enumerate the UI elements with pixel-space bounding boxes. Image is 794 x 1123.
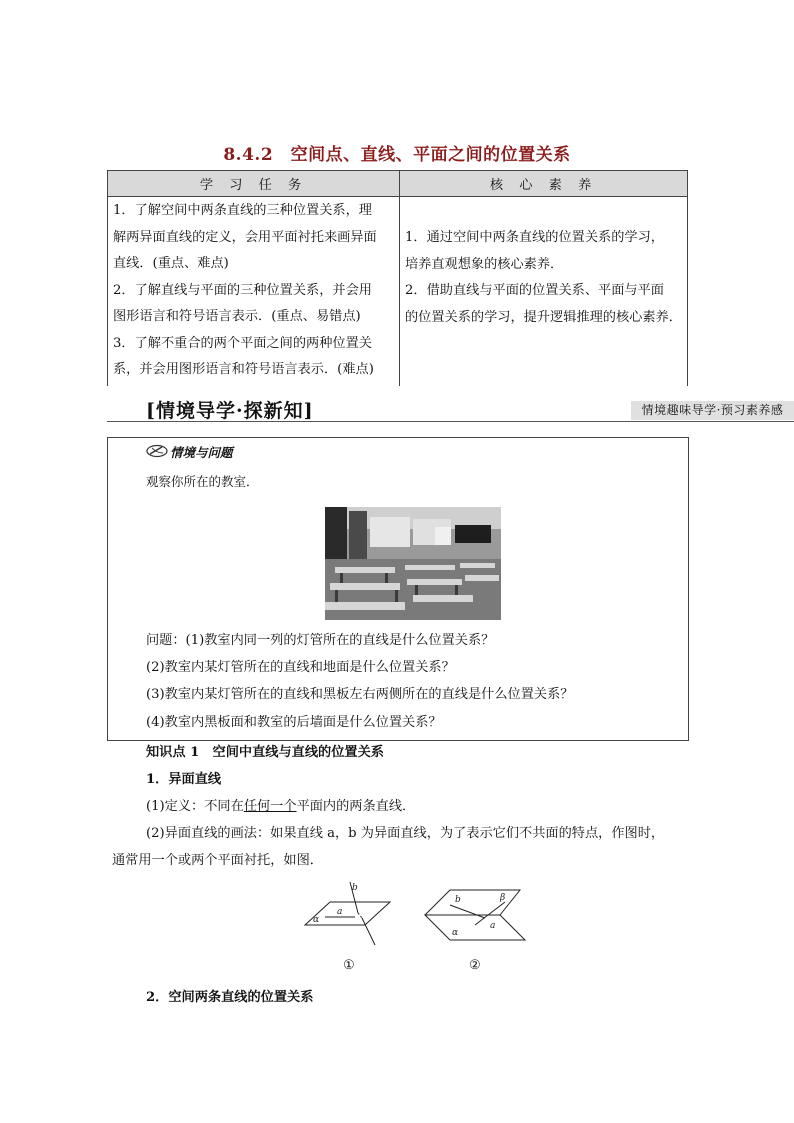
literacy-line: 1．通过空间中两条直线的位置关系的学习， [405,230,664,245]
definition-prefix: (1)定义：不同在 [146,799,244,814]
knowledge-point-label: 知识点 1 空间中直线与直线的位置关系 [146,745,384,760]
figure-2 [425,890,525,940]
task-line: 系，并会用图形语言和符号语言表示．(难点) [113,362,374,377]
definition-suffix: 平面内的两条直线． [296,799,416,814]
item-skew-lines: 1．异面直线 [146,772,222,787]
fig2-label-beta: β [500,893,506,903]
table-header-tasks: 学 习 任 务 [108,171,400,197]
question-4: (4)教室内黑板面和教室的后墙面是什么位置关系？ [146,715,442,730]
tasks-cell [108,197,400,386]
drawing-method-line-2: 通常用一个或两个平面衬托，如图． [112,853,323,868]
fig2-label-b: b [455,895,461,905]
definition-line [146,795,415,814]
figure-1-caption: ① [343,958,355,973]
fig2-label-alpha: α [452,928,459,938]
literacy-cell [400,197,688,386]
page-title: 8.4.2 空间点、直线、平面之间的位置关系 [223,145,571,165]
figure-1 [305,882,390,945]
item-spatial-line-relations: 2．空间两条直线的位置关系 [146,990,314,1005]
learning-goals-table [107,170,688,386]
literacy-line: 的位置关系的学习，提升逻辑推理的核心素养． [405,309,682,325]
task-line: 1．了解空间中两条直线的三种位置关系，理 [113,203,372,218]
section-banner-title: [情境导学·探新知] [146,400,314,422]
classroom-photo [325,507,501,620]
scenario-heading: 情境与问题 [170,445,233,460]
literacy-line: 培养直观想象的核心素养． [405,256,564,272]
scenario-intro: 观察你所在的教室． [146,474,259,489]
question-1: 问题：(1)教室内同一列的灯管所在的直线是什么位置关系？ [146,633,495,648]
definition-underlined: 任何一个 [243,799,297,814]
fig1-label-b: b [352,883,358,893]
task-line: 图形语言和符号语言表示．(重点、易错点) [113,309,361,324]
drawing-method-line-1: (2)异面直线的画法：如果直线 a，b 为异面直线，为了表示它们不共面的特点，作图时， [146,826,665,841]
question-3: (3)教室内某灯管所在的直线和黑板左右两侧所在的直线是什么位置关系？ [146,687,574,702]
fig2-label-a: a [490,921,496,931]
fig1-label-alpha: α [313,915,320,925]
skew-lines-figures [300,880,540,960]
fig1-label-a: a [337,907,343,917]
literacy-line: 2．借助直线与平面的位置关系、平面与平面 [405,283,664,298]
task-line: 解两异面直线的定义，会用平面衬托来画异面 [113,229,377,245]
question-2: (2)教室内某灯管所在的直线和地面是什么位置关系？ [146,660,455,675]
task-line: 直线．(重点、难点) [113,256,229,271]
task-line: 2．了解直线与平面的三种位置关系，并会用 [113,282,372,298]
table-header-literacy: 核 心 素 养 [400,171,688,197]
section-tag: 情境趣味导学·预习素养感 [631,401,794,420]
figure-2-caption: ② [469,958,481,973]
pen-icon [146,443,168,462]
task-line: 3．了解不重合的两个平面之间的两种位置关 [113,335,372,351]
banner-divider [107,421,794,422]
